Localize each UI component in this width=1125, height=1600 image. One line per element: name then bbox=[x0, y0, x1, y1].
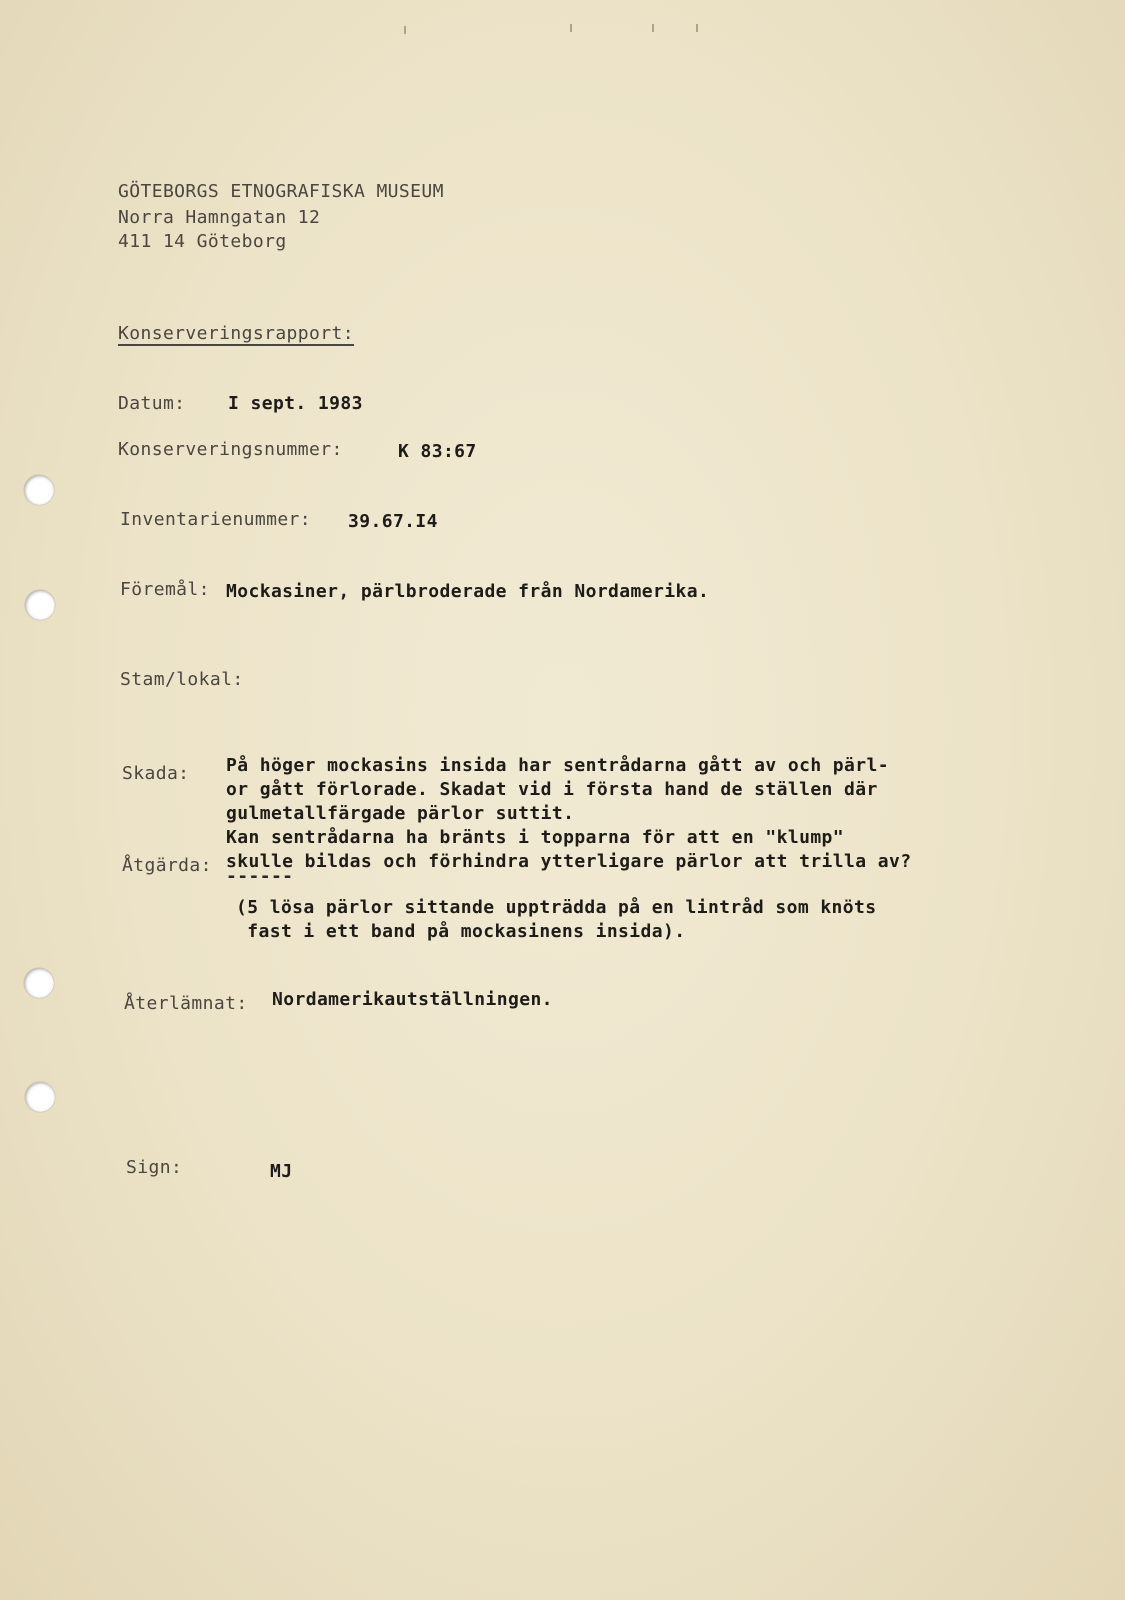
datum-value: I sept. 1983 bbox=[228, 393, 363, 414]
sign-label: Sign: bbox=[126, 1157, 183, 1178]
note-line: (5 lösa pärlor sittande uppträdda på en lintråd som knöts bbox=[236, 897, 877, 918]
note-line: fast i ett band på mockasinens insida). bbox=[236, 921, 686, 942]
letterhead-org: GÖTEBORGS ETNOGRAFISKA MUSEUM bbox=[118, 181, 444, 202]
punch-hole bbox=[24, 475, 54, 505]
sign-value: MJ bbox=[270, 1161, 293, 1182]
skada-line: På höger mockasins insida har sentrådarna gått av och pärl- bbox=[226, 755, 889, 776]
foremal-value: Mockasiner, pärlbroderade från Nordamerika. bbox=[226, 581, 710, 602]
punch-hole bbox=[25, 590, 55, 620]
punch-hole bbox=[25, 1082, 55, 1112]
paper-mark bbox=[404, 26, 406, 34]
atgarda-line: skulle bildas och förhindra ytterligare pärlor att trilla av? bbox=[226, 851, 912, 872]
paper-mark bbox=[696, 24, 698, 32]
aterlamnat-value: Nordamerikautställningen. bbox=[272, 989, 553, 1010]
paper-mark bbox=[570, 24, 572, 32]
atgarda-label: Åtgärda: bbox=[122, 855, 212, 876]
skada-line: gulmetallfärgade pärlor suttit. bbox=[226, 803, 575, 824]
punch-hole bbox=[24, 968, 54, 998]
letterhead-street: Norra Hamngatan 12 bbox=[118, 207, 321, 228]
skada-line: or gått förlorade. Skadat vid i första hand de ställen där bbox=[226, 779, 878, 800]
kons-nr-label: Konserveringsnummer: bbox=[118, 439, 343, 460]
inv-nr-value: 39.67.I4 bbox=[348, 511, 438, 532]
separator-dashes: ------ bbox=[226, 866, 294, 887]
stam-label: Stam/lokal: bbox=[120, 669, 244, 690]
kons-nr-value: K 83:67 bbox=[398, 441, 477, 462]
inv-nr-label: Inventarienummer: bbox=[120, 509, 312, 530]
report-title: Konserveringsrapport: bbox=[118, 323, 354, 344]
letterhead-city: 411 14 Göteborg bbox=[118, 231, 287, 252]
aterlamnat-label: Återlämnat: bbox=[124, 993, 248, 1014]
atgarda-line: Kan sentrådarna ha bränts i topparna för att en "klump" bbox=[226, 827, 845, 848]
paper-mark bbox=[652, 24, 654, 32]
datum-label: Datum: bbox=[118, 393, 186, 414]
skada-label: Skada: bbox=[122, 763, 190, 784]
foremal-label: Föremål: bbox=[120, 579, 210, 600]
